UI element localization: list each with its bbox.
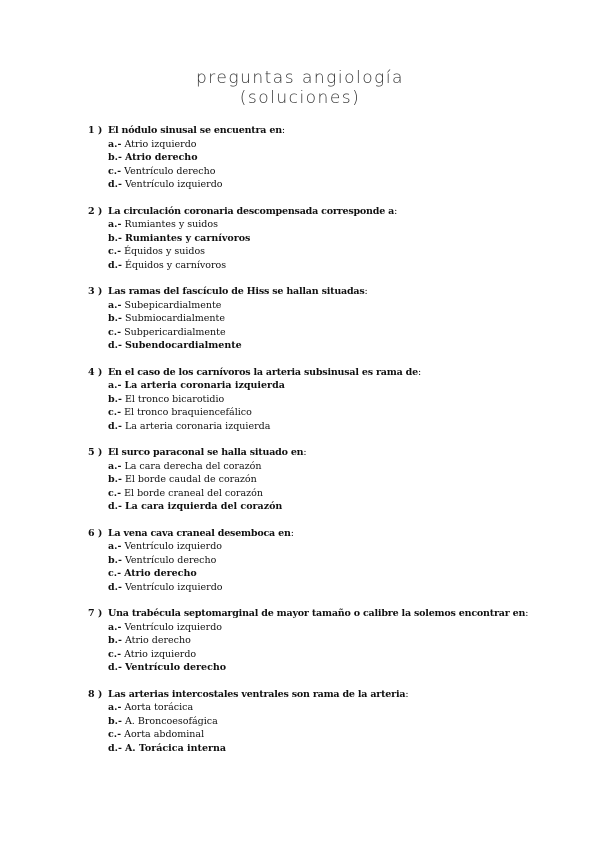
option-text: La arteria coronaria izquierda <box>124 420 271 432</box>
question-2 <box>88 205 558 273</box>
option-text: Atrio derecho <box>124 635 191 646</box>
option-letter: c.- <box>108 568 122 579</box>
question-header <box>88 124 558 138</box>
question-number: 5 ) <box>88 447 103 458</box>
question-colon: : <box>417 366 422 378</box>
answer-option-correct <box>88 500 558 514</box>
option-text: Submiocardialmente <box>124 313 225 324</box>
option-letter: d.- <box>108 340 122 351</box>
answer-option-correct <box>88 742 558 756</box>
option-letter: b.- <box>108 554 122 566</box>
question-colon: : <box>525 608 529 619</box>
option-letter: a.- <box>108 219 122 230</box>
option-letter: b.- <box>108 232 122 244</box>
option-text: Ventrículo izquierdo <box>124 621 223 633</box>
document-title <box>0 68 600 108</box>
option-text: El tronco braquiencefálico <box>124 407 252 418</box>
question-4 <box>88 366 558 434</box>
question-colon: : <box>303 447 307 458</box>
question-colon: : <box>290 527 294 539</box>
option-letter: d.- <box>108 179 122 190</box>
option-text: A. Broncoesofágica <box>124 715 218 727</box>
option-letter: d.- <box>108 662 122 673</box>
option-letter: b.- <box>108 715 122 727</box>
questions-list <box>88 124 558 768</box>
question-number: 7 ) <box>88 608 103 619</box>
question-colon: : <box>405 688 409 700</box>
question-text: Las arterias intercostales ventrales son rama de la arteria <box>108 688 406 700</box>
question-header <box>88 285 558 299</box>
question-header <box>88 366 558 380</box>
answer-option-correct <box>88 661 558 675</box>
option-text: El borde caudal de corazón <box>124 474 257 485</box>
option-text: Aorta torácica <box>124 702 194 713</box>
option-letter: b.- <box>108 635 122 646</box>
answer-option <box>88 581 558 595</box>
question-5 <box>88 446 558 514</box>
answer-option <box>88 138 558 152</box>
question-8 <box>88 688 558 756</box>
option-text: El tronco bicarotidio <box>124 393 225 405</box>
option-text: A. Torácica interna <box>124 742 227 754</box>
option-letter: a.- <box>108 380 122 391</box>
answer-option <box>88 406 558 420</box>
answer-option <box>88 648 558 662</box>
option-text: Ventrículo derecho <box>124 165 216 177</box>
option-text: Ventrículo izquierdo <box>124 179 223 190</box>
answer-option <box>88 165 558 179</box>
answer-option-correct <box>88 151 558 165</box>
answer-option-correct <box>88 339 558 353</box>
answer-option <box>88 554 558 568</box>
option-text: Ventrículo derecho <box>124 662 227 673</box>
option-letter: d.- <box>108 742 122 754</box>
option-text: Ventrículo izquierdo <box>124 541 223 552</box>
option-text: Aorta abdominal <box>124 729 205 740</box>
question-6 <box>88 527 558 595</box>
answer-option <box>88 178 558 192</box>
option-text: Ventrículo izquierdo <box>124 581 223 593</box>
question-text: El surco paraconal se halla situado en <box>108 447 304 458</box>
question-header <box>88 688 558 702</box>
question-3 <box>88 285 558 353</box>
question-number: 8 ) <box>88 688 103 700</box>
option-letter: b.- <box>108 474 122 485</box>
option-text: Subendocardialmente <box>124 340 242 351</box>
answer-option <box>88 728 558 742</box>
question-number: 4 ) <box>88 366 103 378</box>
question-text: La vena cava craneal desemboca en <box>108 527 291 539</box>
option-letter: d.- <box>108 259 122 271</box>
question-header <box>88 527 558 541</box>
option-letter: c.- <box>108 246 122 257</box>
question-number: 6 ) <box>88 527 103 539</box>
answer-option <box>88 245 558 259</box>
question-colon: : <box>394 205 398 217</box>
answer-option <box>88 259 558 273</box>
question-number: 1 ) <box>88 125 103 136</box>
answer-option <box>88 634 558 648</box>
option-letter: c.- <box>108 407 122 418</box>
option-letter: a.- <box>108 460 122 472</box>
answer-option <box>88 621 558 635</box>
option-letter: b.- <box>108 152 122 163</box>
question-colon: : <box>281 125 286 136</box>
option-text: Rumiantes y carnívoros <box>124 232 251 244</box>
option-letter: c.- <box>108 165 122 177</box>
question-colon: : <box>364 286 368 297</box>
option-text: Subpericardialmente <box>124 326 226 338</box>
option-text: Ventrículo derecho <box>124 554 217 566</box>
option-text: Atrio izquierdo <box>124 138 197 150</box>
option-letter: a.- <box>108 621 122 633</box>
option-text: Équidos y suidos <box>124 246 206 257</box>
option-text: Atrio izquierdo <box>124 648 197 660</box>
option-letter: c.- <box>108 326 122 338</box>
answer-option <box>88 420 558 434</box>
question-text: El nódulo sinusal se encuentra en <box>108 125 282 136</box>
option-letter: b.- <box>108 313 122 324</box>
answer-option <box>88 473 558 487</box>
option-letter: a.- <box>108 702 122 713</box>
option-letter: a.- <box>108 138 122 150</box>
answer-option <box>88 299 558 313</box>
answer-option <box>88 540 558 554</box>
option-letter: d.- <box>108 581 122 593</box>
option-letter: c.- <box>108 487 122 499</box>
option-letter: a.- <box>108 299 122 311</box>
option-letter: d.- <box>108 420 122 432</box>
option-text: Atrio derecho <box>124 152 198 163</box>
answer-option <box>88 460 558 474</box>
question-number: 2 ) <box>88 205 103 217</box>
answer-option-correct <box>88 567 558 581</box>
question-text: Las ramas del fascículo de Hiss se hallan situadas <box>108 286 365 297</box>
question-text: En el caso de los carnívoros la arteria subsinusal es rama de <box>108 366 418 378</box>
question-1 <box>88 124 558 192</box>
option-letter: c.- <box>108 729 122 740</box>
question-header <box>88 205 558 219</box>
option-letter: b.- <box>108 393 122 405</box>
question-text: La circulación coronaria descompensada corresponde a <box>108 205 395 217</box>
option-letter: d.- <box>108 501 122 512</box>
title-line-2: (soluciones) <box>239 88 361 108</box>
answer-option <box>88 218 558 232</box>
option-text: La cara izquierda del corazón <box>124 501 283 512</box>
option-text: El borde craneal del corazón <box>124 487 263 499</box>
title-line-1: preguntas angiología <box>196 68 404 88</box>
answer-option-correct <box>88 232 558 246</box>
option-text: La arteria coronaria izquierda <box>124 380 285 391</box>
answer-option <box>88 326 558 340</box>
option-text: Équidos y carnívoros <box>124 259 227 271</box>
option-letter: c.- <box>108 648 122 660</box>
option-letter: a.- <box>108 541 122 552</box>
question-header <box>88 607 558 621</box>
question-text: Una trabécula septomarginal de mayor tamaño o calibre la solemos encontrar en <box>108 608 526 619</box>
option-text: Rumiantes y suidos <box>124 219 218 230</box>
question-7 <box>88 607 558 675</box>
answer-option <box>88 715 558 729</box>
answer-option-correct <box>88 379 558 393</box>
option-text: La cara derecha del corazón <box>124 460 262 472</box>
answer-option <box>88 393 558 407</box>
option-text: Atrio derecho <box>124 568 197 579</box>
answer-option <box>88 487 558 501</box>
question-header <box>88 446 558 460</box>
question-number: 3 ) <box>88 286 103 297</box>
answer-option <box>88 701 558 715</box>
answer-option <box>88 312 558 326</box>
option-text: Subepicardialmente <box>124 299 222 311</box>
